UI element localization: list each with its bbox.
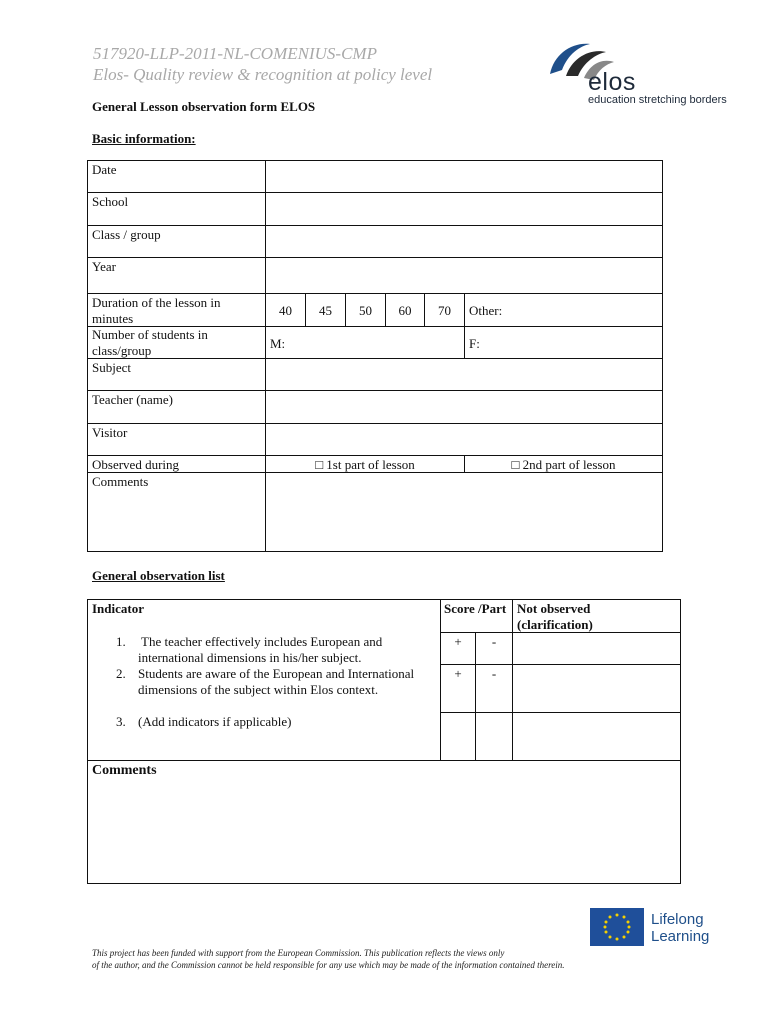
lifelong-text: Lifelong [651, 911, 704, 928]
col-indicator: Indicator [92, 601, 144, 616]
project-code: 517920-LLP-2011-NL-COMENIUS-CMP [93, 44, 377, 63]
elos-tagline: education stretching borders [588, 94, 727, 106]
label-teacher: Teacher (name) [92, 392, 174, 407]
subject-field[interactable] [266, 359, 662, 390]
basic-info-heading: Basic information: [92, 131, 196, 146]
score-minus[interactable]: - [491, 634, 497, 649]
label-subject: Subject [92, 360, 131, 375]
duration-option-40[interactable]: 40 [279, 303, 292, 318]
score-plus[interactable]: + [454, 634, 462, 649]
indicator-number: 1. [116, 634, 126, 649]
year-field[interactable] [266, 258, 662, 293]
elos-wordmark: elos [588, 68, 636, 96]
observation-heading: General observation list [92, 568, 225, 583]
duration-option-70[interactable]: 70 [438, 303, 451, 318]
footer-disclaimer-line1: This project has been funded with support from the European Commission. This publication reflects the views only [92, 948, 505, 958]
learning-text: Learning [651, 928, 710, 945]
date-field[interactable] [266, 161, 662, 192]
elos-logo [540, 32, 730, 110]
indicator-text: (Add indicators if applicable) [138, 714, 292, 729]
lifelong-learning-logo [590, 905, 726, 949]
not-observed-field[interactable] [513, 633, 680, 664]
not-observed-field[interactable] [513, 665, 680, 712]
label-school: School [92, 194, 129, 209]
col-score: Score /Part [444, 601, 507, 616]
score-plus[interactable]: + [454, 666, 462, 681]
score-minus[interactable]: - [491, 666, 497, 681]
footer-disclaimer-line2: of the author, and the Commission cannot be held responsible for any use which may be made of the information contained therein. [92, 960, 565, 970]
duration-option-45[interactable]: 45 [319, 303, 332, 318]
students-female-field[interactable]: F: [469, 336, 480, 351]
visitor-field[interactable] [266, 424, 662, 455]
duration-other[interactable]: Other: [469, 303, 503, 318]
observation-comments-label: Comments [92, 763, 157, 778]
label-year: Year [92, 259, 116, 274]
label-observed-during: Observed during [92, 457, 180, 472]
comments-field[interactable] [266, 473, 662, 551]
checkbox-1st-part[interactable]: □ 1st part of lesson [315, 457, 415, 472]
checkbox-2nd-part[interactable]: □ 2nd part of lesson [511, 457, 616, 472]
observation-comments-field[interactable] [88, 782, 680, 882]
school-field[interactable] [266, 193, 662, 225]
students-male-field[interactable]: M: [270, 336, 286, 351]
col-not-observed: Not observed (clarification) [517, 601, 593, 632]
project-title: Elos- Quality review & recognition at policy level [93, 65, 433, 84]
form-title: General Lesson observation form ELOS [92, 99, 316, 114]
teacher-field[interactable] [266, 391, 662, 423]
indicator-text: Students are aware of the European and International dimensions of the subject within Elos context. [138, 666, 415, 697]
indicator-number: 2. [116, 666, 126, 681]
label-duration: Duration of the lesson in minutes [92, 295, 221, 326]
duration-option-50[interactable]: 50 [359, 303, 372, 318]
indicator-number: 3. [116, 714, 126, 729]
label-date: Date [92, 162, 117, 177]
label-class-group: Class / group [92, 227, 161, 242]
label-visitor: Visitor [92, 425, 128, 440]
label-students: Number of students in class/group [92, 327, 208, 358]
eu-flag-icon [590, 908, 644, 946]
class-group-field[interactable] [266, 226, 662, 257]
label-comments: Comments [92, 474, 149, 489]
duration-option-60[interactable]: 60 [398, 303, 412, 318]
indicator-text: The teacher effectively includes European and international dimensions in his/her subject. [138, 634, 383, 665]
